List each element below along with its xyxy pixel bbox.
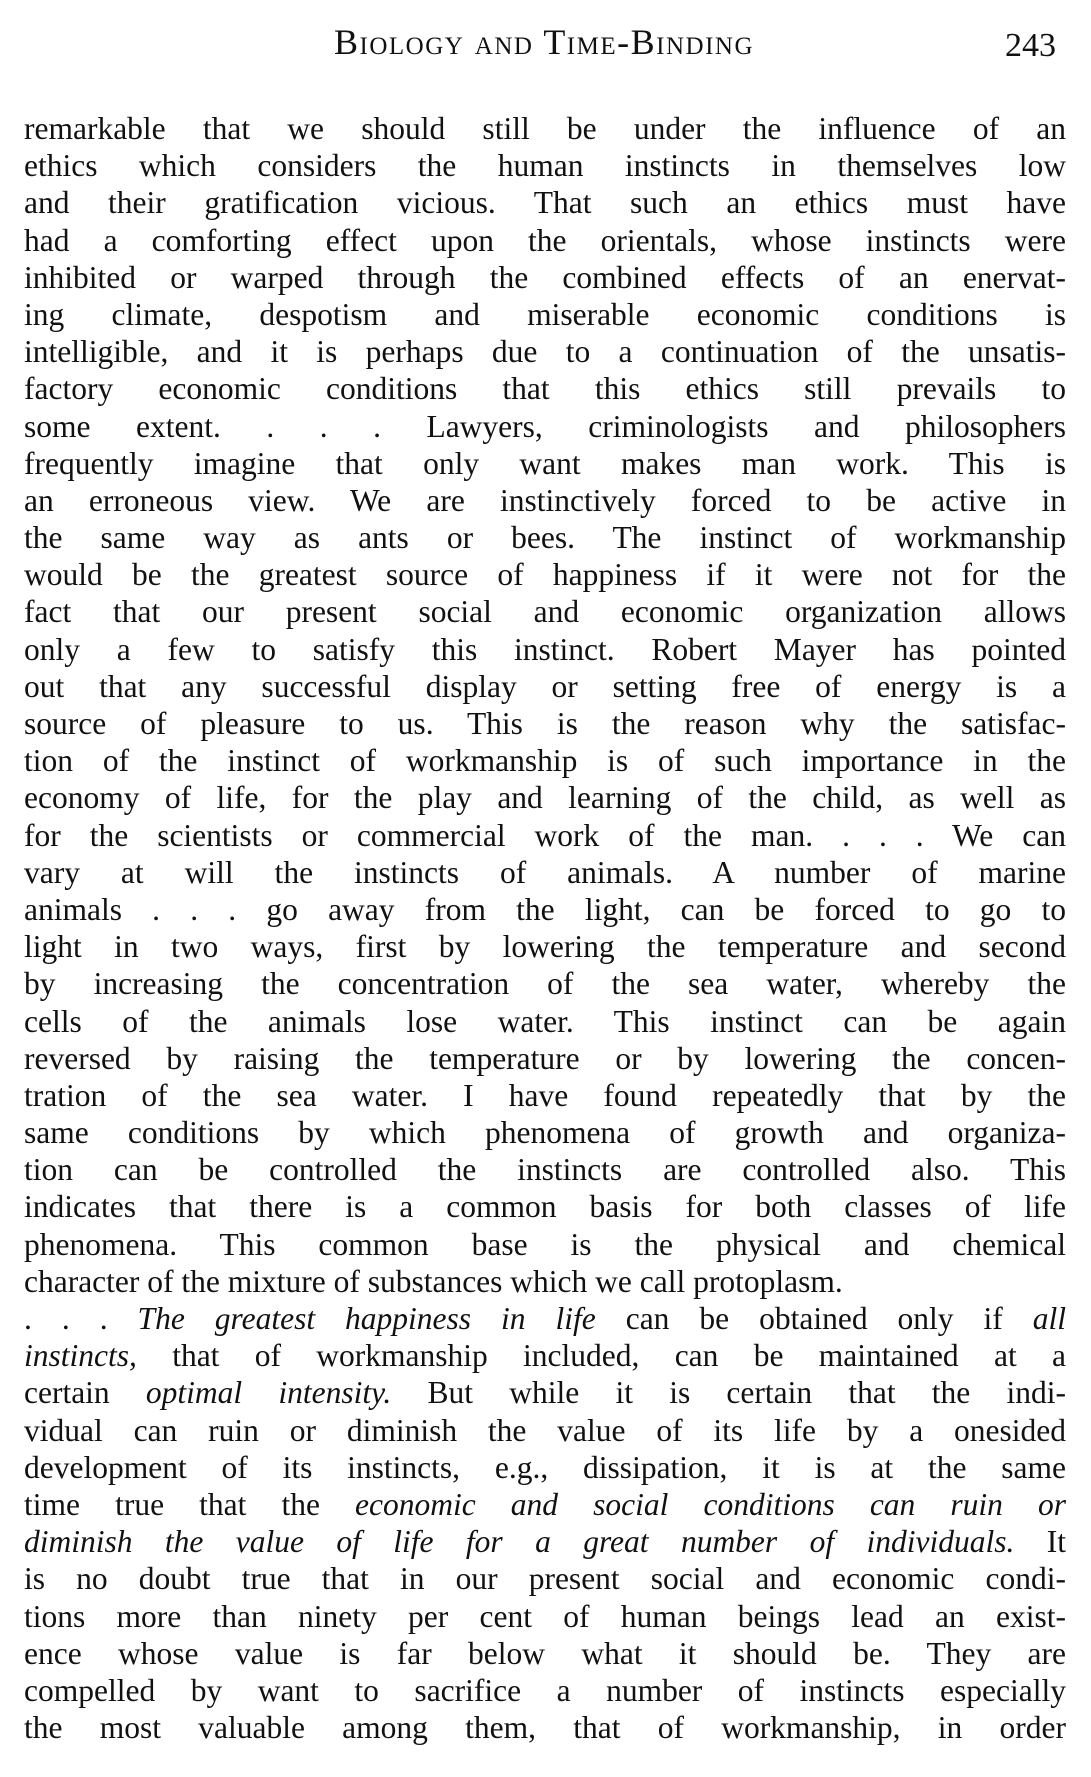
text-line xyxy=(24,482,1066,519)
text-segment: reversed by raising the temperature or by lowering the concen- xyxy=(24,1040,1066,1076)
text-line xyxy=(24,593,1066,630)
body-text xyxy=(24,110,1066,1746)
text-line xyxy=(24,1523,1066,1560)
text-segment: But while it is certain that the indi- xyxy=(391,1375,1066,1411)
text-line xyxy=(24,668,1066,705)
text-segment: same conditions by which phenomena of growth and organiza- xyxy=(24,1115,1066,1151)
text-line xyxy=(24,1003,1066,1040)
text-line xyxy=(24,1449,1066,1486)
text-segment: remarkable that we should still be under the influence of an xyxy=(24,111,1066,146)
text-line xyxy=(24,1412,1066,1449)
italic-text-segment: all xyxy=(1032,1301,1066,1336)
text-line xyxy=(24,1709,1066,1746)
text-segment: the most valuable among them, that of workmanship, in order xyxy=(24,1710,1066,1746)
text-line xyxy=(24,445,1066,482)
running-header xyxy=(24,18,1064,66)
text-line xyxy=(24,408,1066,445)
text-line xyxy=(24,1672,1066,1709)
text-segment: cells of the animals lose water. This instinct can be again xyxy=(24,1003,1066,1039)
text-line xyxy=(24,110,1066,147)
text-segment: phenomena. This common base is the physical and chemical xyxy=(24,1226,1066,1262)
text-segment: source of pleasure to us. This is the reason why the satisfac- xyxy=(24,706,1066,741)
text-segment: tion of the instinct of workmanship is of such importance in the xyxy=(24,743,1066,779)
text-line xyxy=(24,854,1066,891)
italic-text-segment: diminish the value of life for a great number of individuals. xyxy=(24,1524,1015,1560)
text-line xyxy=(24,333,1066,370)
text-segment: certain xyxy=(24,1375,146,1411)
text-line xyxy=(24,1263,1066,1300)
text-line xyxy=(24,928,1066,965)
text-segment: compelled by want to sacrifice a number of instincts especially xyxy=(24,1672,1066,1708)
italic-text-segment: The greatest happiness in life xyxy=(137,1301,596,1336)
text-line xyxy=(24,891,1066,928)
text-segment: the same way as ants or bees. The instinct of workmanship xyxy=(24,520,1066,556)
running-head-title: Biology and Time-Binding xyxy=(333,22,755,62)
text-line xyxy=(24,259,1066,296)
text-segment: . . . xyxy=(24,1301,138,1336)
text-line xyxy=(24,631,1066,668)
text-segment: vary at will the instincts of animals. A number of marine xyxy=(24,854,1066,890)
text-segment: inhibited or warped through the combined effects of an enervat- xyxy=(24,259,1066,295)
text-segment: by increasing the concentration of the sea water, whereby the xyxy=(24,966,1066,1002)
text-segment: fact that our present social and economic organization allows xyxy=(24,594,1066,630)
text-segment: time true that the xyxy=(24,1486,356,1522)
text-segment: factory economic conditions that this ethics still prevails to xyxy=(24,371,1066,407)
text-segment: and their gratification vicious. That such an ethics must have xyxy=(24,185,1066,221)
text-segment: development of its instincts, e.g., dissipation, it is at the same xyxy=(24,1449,1066,1485)
text-line xyxy=(24,705,1066,742)
text-segment: out that any successful display or setting free of energy is a xyxy=(24,668,1066,704)
text-line xyxy=(24,222,1066,259)
text-line xyxy=(24,779,1066,816)
text-line xyxy=(24,817,1066,854)
text-line xyxy=(24,1635,1066,1672)
text-segment: vidual can ruin or diminish the value of its life by a onesided xyxy=(24,1412,1066,1448)
text-line xyxy=(24,1486,1066,1523)
text-line xyxy=(24,1077,1066,1114)
text-line xyxy=(24,296,1066,333)
text-segment: light in two ways, first by lowering the temperature and second xyxy=(24,929,1066,965)
text-line xyxy=(24,370,1066,407)
text-segment: tions more than ninety per cent of human beings lead an exist- xyxy=(24,1598,1066,1634)
italic-text-segment: instincts, xyxy=(24,1338,137,1374)
text-segment: tion can be controlled the instincts are controlled also. This xyxy=(24,1152,1066,1188)
text-line xyxy=(24,1560,1066,1597)
text-line xyxy=(24,1300,1066,1337)
text-line xyxy=(24,519,1066,556)
text-line xyxy=(24,184,1066,221)
text-segment: indicates that there is a common basis for both classes of life xyxy=(24,1189,1066,1225)
text-line xyxy=(24,1188,1066,1225)
text-segment: an erroneous view. We are instinctively forced to be active in xyxy=(24,482,1066,518)
text-segment: It xyxy=(1014,1524,1066,1560)
text-segment: character of the mixture of substances which we call protoplasm. xyxy=(24,1263,843,1299)
italic-text-segment: optimal intensity. xyxy=(145,1375,392,1411)
text-segment: for the scientists or commercial work of the man. . . . We can xyxy=(24,817,1066,853)
text-line xyxy=(24,1374,1066,1411)
text-line xyxy=(24,556,1066,593)
text-segment: tration of the sea water. I have found repeatedly that by the xyxy=(24,1077,1066,1113)
text-line xyxy=(24,1114,1066,1151)
text-segment: some extent. . . . Lawyers, criminologists and philosophers xyxy=(24,408,1066,444)
text-segment: had a comforting effect upon the orientals, whose instincts were xyxy=(24,222,1066,258)
text-line xyxy=(24,147,1066,184)
italic-text-segment: economic and social conditions can ruin or xyxy=(355,1486,1066,1522)
text-segment: economy of life, for the play and learning of the child, as well as xyxy=(24,780,1066,816)
text-line xyxy=(24,1337,1066,1374)
text-line xyxy=(24,1151,1066,1188)
text-line xyxy=(24,1040,1066,1077)
text-segment: animals . . . go away from the light, can be forced to go to xyxy=(24,891,1066,927)
text-segment: ing climate, despotism and miserable economic conditions is xyxy=(24,296,1066,332)
text-segment: is no doubt true that in our present social and economic condi- xyxy=(24,1561,1066,1597)
text-segment: intelligible, and it is perhaps due to a continuation of the unsatis- xyxy=(24,334,1066,370)
text-segment: ence whose value is far below what it should be. They are xyxy=(24,1635,1066,1671)
text-segment: frequently imagine that only want makes man work. This is xyxy=(24,445,1066,481)
text-line xyxy=(24,965,1066,1002)
page-number: 243 xyxy=(1005,27,1056,64)
text-line xyxy=(24,742,1066,779)
text-segment: would be the greatest source of happiness if it were not for the xyxy=(24,557,1066,593)
text-segment: can be obtained only if xyxy=(595,1301,1033,1336)
text-segment: that of workmanship included, can be maintained at a xyxy=(136,1338,1066,1374)
text-segment: only a few to satisfy this instinct. Robert Mayer has pointed xyxy=(24,631,1066,667)
text-line xyxy=(24,1598,1066,1635)
text-segment: ethics which considers the human instincts in themselves low xyxy=(24,148,1066,184)
text-line xyxy=(24,1226,1066,1263)
